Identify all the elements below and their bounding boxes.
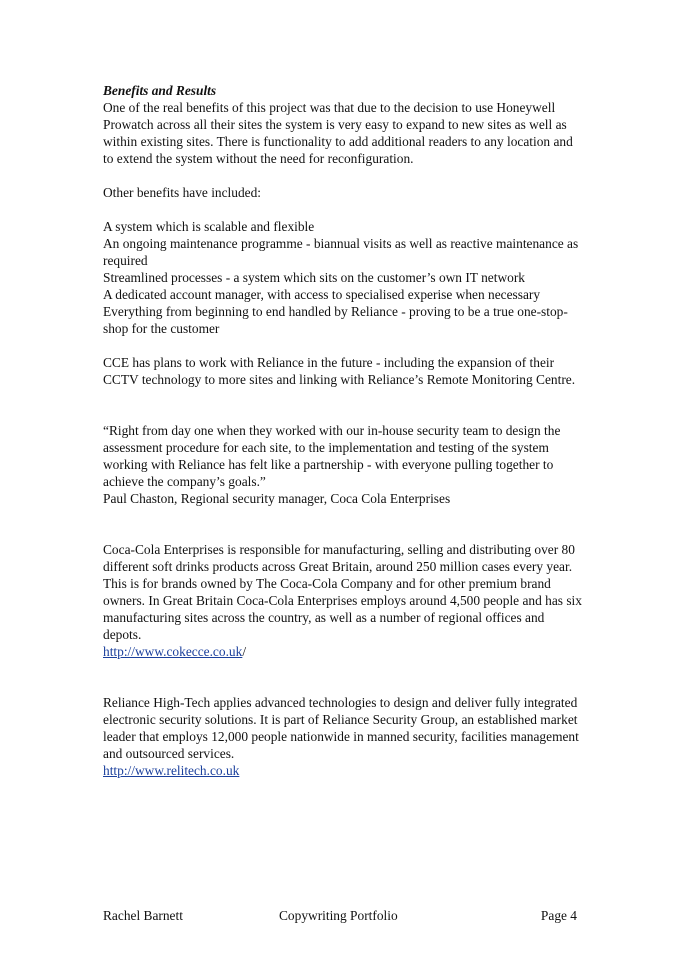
footer-title: Copywriting Portfolio	[279, 908, 398, 923]
other-benefits-label: Other benefits have included:	[103, 185, 262, 200]
cce-link-suffix: /	[242, 644, 247, 659]
page-content	[103, 82, 583, 779]
cce-website-link[interactable]: http://www.cokecce.co.uk	[103, 644, 243, 659]
section-heading: Benefits and Results	[103, 83, 217, 98]
benefit-item: A system which is scalable and flexible	[103, 219, 315, 234]
future-plans-paragraph: CCE has plans to work with Reliance in the future - including the expansion of their CCTV technology to more sites and linking with Reliance’s Remote Monitoring Centre.	[103, 355, 576, 387]
testimonial-quote: “Right from day one when they worked with our in-house security team to design the assessment procedure for each site, to the implementation and testing of the system working with Reliance has felt like a partnership - with everyone pulling together to achieve the company’s goals.”	[103, 423, 561, 489]
benefits-intro-paragraph: One of the real benefits of this project was that due to the decision to use Honeywell Prowatch across all their sites the system is very easy to expand to new sites as well as within existing sites. There is functionality to add additional readers to any location and to extend the system without the need for reconfiguration.	[103, 100, 573, 166]
footer-author: Rachel Barnett	[103, 908, 183, 923]
benefit-item: Streamlined processes - a system which sits on the customer’s own IT network	[103, 270, 525, 285]
cce-link-line	[103, 643, 583, 660]
benefit-item: An ongoing maintenance programme - biannual visits as well as reactive maintenance as required	[103, 236, 579, 268]
benefit-item: A dedicated account manager, with access to specialised experise when necessary	[103, 287, 541, 302]
testimonial-attribution: Paul Chaston, Regional security manager, Coca Cola Enterprises	[103, 491, 451, 506]
reliance-website-link[interactable]: http://www.relitech.co.uk	[103, 763, 240, 778]
benefit-item: Everything from beginning to end handled by Reliance - proving to be a true one-stop-shop for the customer	[103, 304, 568, 336]
cce-about-paragraph: Coca-Cola Enterprises is responsible for manufacturing, selling and distributing over 80 different soft drinks products across Great Britain, around 250 million cases every year. This is for brands owned by The Coca-Cola Company and for other premium brand owners. In Great Britain Coca-Cola Enterprises employs around 4,500 people and has six manufacturing sites across the country, as well as a number of regional offices and depots.	[103, 542, 582, 642]
footer-page-number: Page 4	[540, 908, 577, 923]
reliance-link-line	[103, 762, 583, 779]
reliance-about-paragraph: Reliance High-Tech applies advanced technologies to design and deliver fully integrated electronic security solutions. It is part of Reliance Security Group, an established market leader that employs 12,000 people nationwide in manned security, facilities management and outsourced services.	[103, 695, 579, 761]
